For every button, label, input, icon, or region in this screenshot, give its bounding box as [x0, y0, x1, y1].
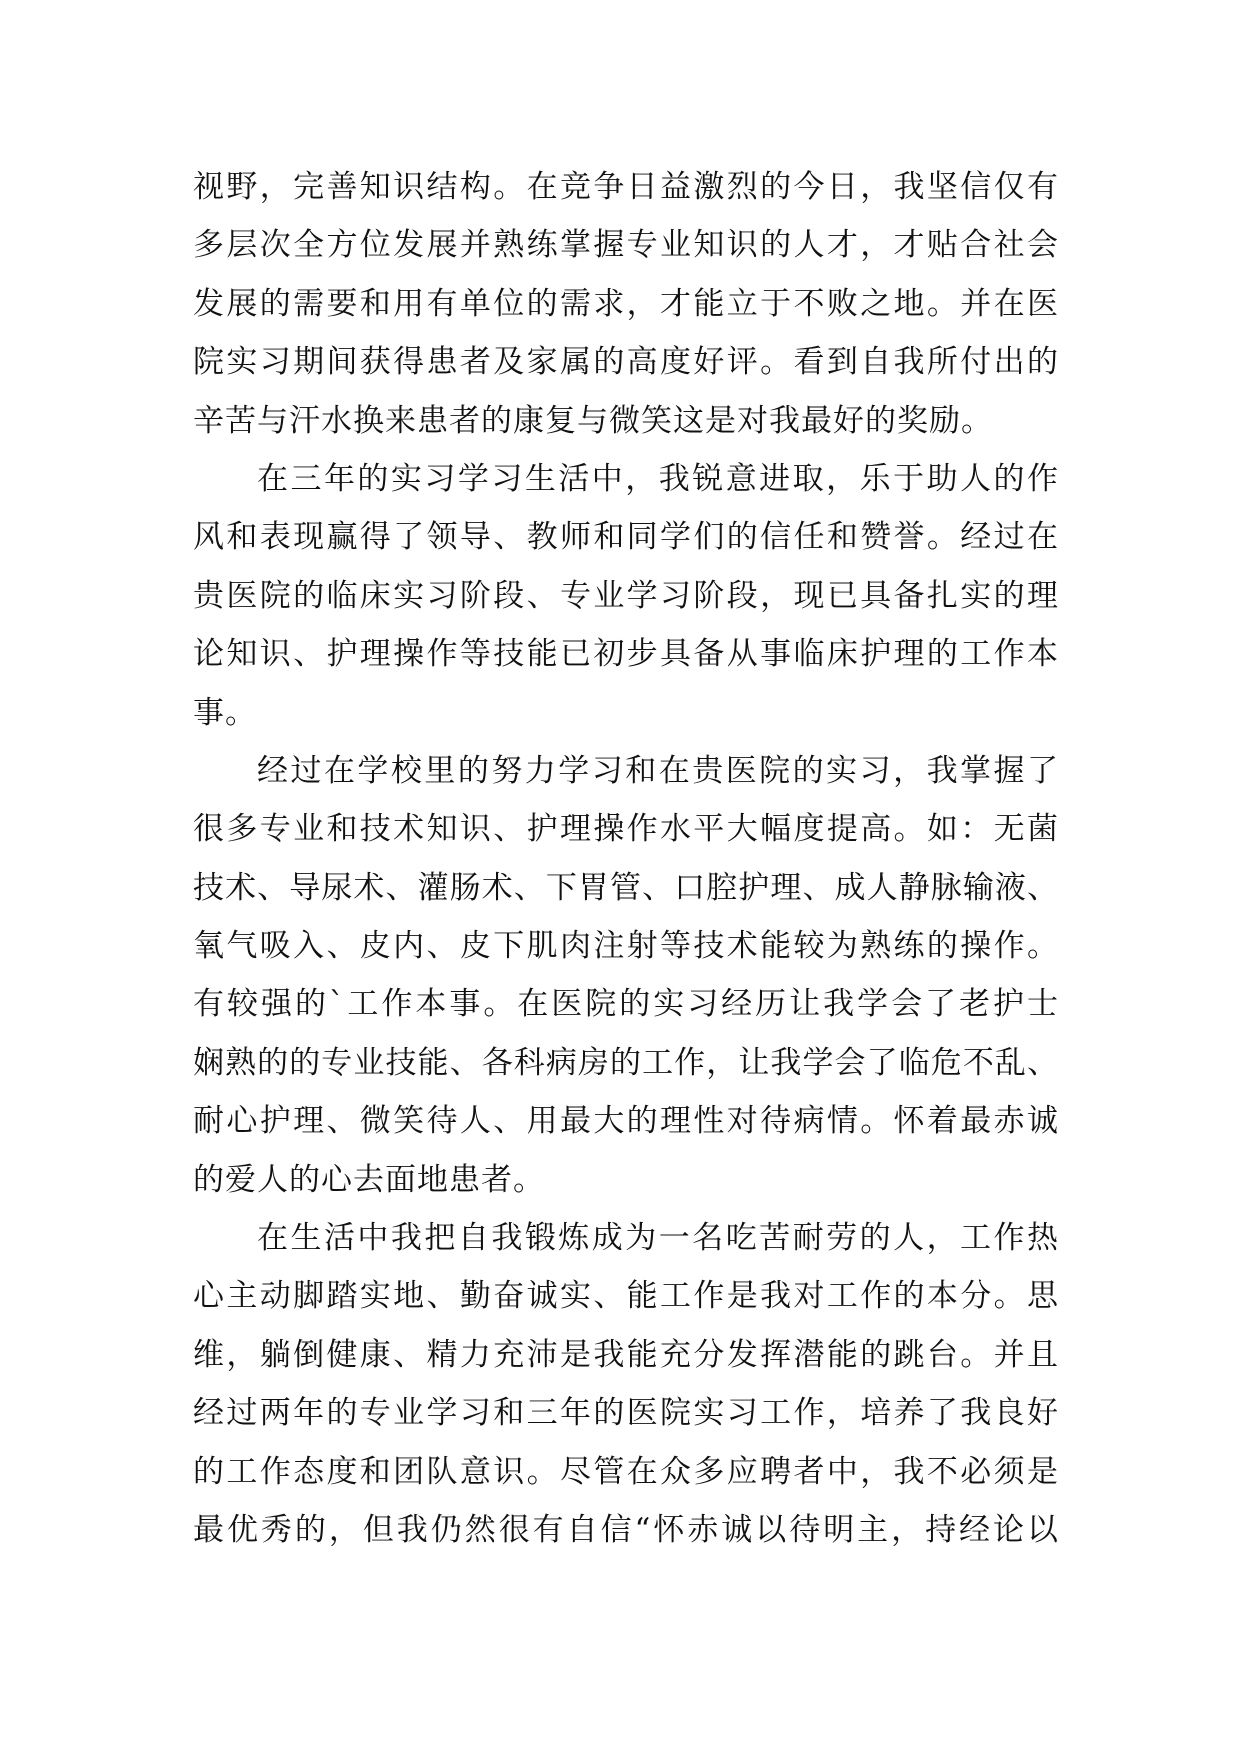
- text-line: 氧气吸入、皮内、皮下肌肉注射等技术能较为熟练的操作。: [193, 928, 1059, 965]
- text-line: 辛苦与汗水换来患者的康复与微笑这是对我最好的奖励。: [193, 402, 993, 439]
- text-line: 有较强的`工作本事。在医院的实习经历让我学会了老护士: [193, 986, 1059, 1023]
- text-line: 论知识、护理操作等技能已初步具备从事临床护理的工作本: [193, 636, 1059, 673]
- text-line: 院实习期间获得患者及家属的高度好评。看到自我所付出的: [193, 344, 1059, 381]
- text-line: 视野，完善知识结构。在竞争日益激烈的今日，我坚信仅有: [193, 169, 1059, 205]
- text-line: 经过在学校里的努力学习和在贵医院的实习，我掌握了: [257, 752, 1059, 789]
- text-line: 在三年的实习学习生活中，我锐意进取，乐于助人的作: [257, 460, 1059, 497]
- text-line: 技术、导尿术、灌肠术、下胃管、口腔护理、成人静脉输液、: [193, 869, 1059, 906]
- text-line: 的爱人的心去面地患者。: [193, 1161, 545, 1198]
- text-line: 发展的需要和用有单位的需求，才能立于不败之地。并在医: [193, 285, 1059, 322]
- text-line: 的工作态度和团队意识。尽管在众多应聘者中，我不必须是: [193, 1453, 1059, 1490]
- text-line: 多层次全方位发展并熟练掌握专业知识的人才，才贴合社会: [193, 227, 1059, 264]
- text-line: 心主动脚踏实地、勤奋诚实、能工作是我对工作的本分。思: [193, 1278, 1059, 1315]
- body-text: [193, 158, 1059, 1559]
- text-line: 事。: [193, 694, 257, 731]
- text-line: 在生活中我把自我锻炼成为一名吃苦耐劳的人，工作热: [257, 1220, 1059, 1257]
- text-line: 贵医院的临床实习阶段、专业学习阶段，现已具备扎实的理: [193, 577, 1059, 614]
- text-line: 风和表现赢得了领导、教师和同学们的信任和赞誉。经过在: [193, 519, 1059, 556]
- text-line: 经过两年的专业学习和三年的医院实习工作，培养了我良好: [193, 1395, 1059, 1432]
- text-line: 耐心护理、微笑待人、用最大的理性对待病情。怀着最赤诚: [193, 1103, 1059, 1140]
- text-line: 维，躺倒健康、精力充沛是我能充分发挥潜能的跳台。并且: [193, 1336, 1059, 1373]
- text-line: 娴熟的的专业技能、各科病房的工作，让我学会了临危不乱、: [193, 1044, 1059, 1081]
- text-line: 最优秀的，但我仍然很有自信“怀赤诚以待明主，持经论以: [193, 1511, 1059, 1548]
- text-line: 很多专业和技术知识、护理操作水平大幅度提高。如：无菌: [193, 811, 1059, 848]
